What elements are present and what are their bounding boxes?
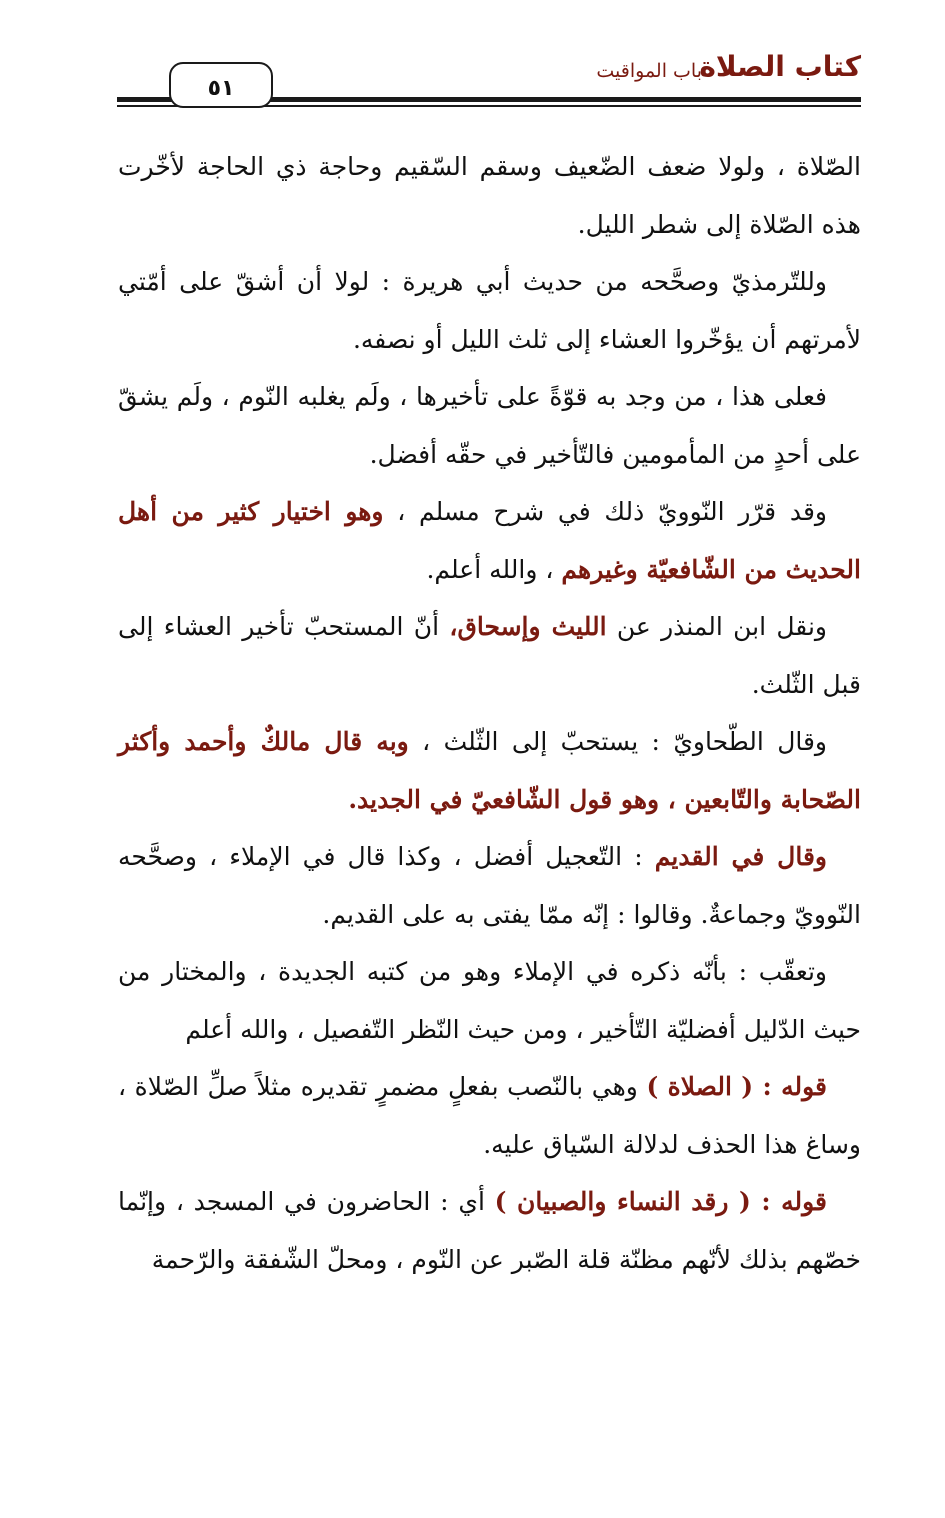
page-number: ٥١ [207, 76, 235, 101]
body-text-segment: وقد قرّر النّوويّ ذلك في شرح مسلم ، [383, 497, 827, 526]
body-text-segment: : التّعجيل أفضل ، وكذا قال في الإملاء ، وصحَّحه النّوويّ وجماعةٌ. وقالوا : إنّه ممّا يفتى به على القديم. [118, 842, 861, 929]
body-text-segment: ونقل ابن المنذر عن [606, 612, 827, 641]
highlighted-text: وهو اختيار كثير من أهل الحديث من الشّافعيّة وغيرهم [118, 497, 861, 584]
paragraph [118, 828, 861, 943]
chapter-title: باب المواقيت [596, 60, 702, 82]
paragraph [118, 1173, 861, 1288]
paragraph [118, 253, 861, 368]
paragraph [118, 483, 861, 598]
highlighted-text: قوله : ( الصلاة ) [646, 1072, 827, 1101]
highlighted-text: الليث وإسحاق، [449, 612, 607, 641]
body-text-segment: أي : الحاضرون في المسجد ، وإنّما خصّهم بذلك لأنّهم مظنّة قلة الصّبر عن النّوم ، ومحلّ الشّفقة والرّحمة [118, 1187, 861, 1274]
body-text-segment: وقال الطّحاويّ : يستحبّ إلى الثّلث ، [408, 727, 827, 756]
paragraph [118, 713, 861, 828]
highlighted-text: وبه قال مالكٌ وأحمد وأكثر الصّحابة والتّابعين ، وهو قول الشّافعيّ في الجديد. [118, 727, 861, 814]
body-text-segment: فعلى هذا ، من وجد به قوّةً على تأخيرها ، ولَم يغلبه النّوم ، ولَم يشقّ على أحدٍ من المأمومين فالتّأخير في حقّه أفضل. [118, 382, 861, 469]
paragraph [118, 368, 861, 483]
body-text-segment: وتعقّب : بأنّه ذكره في الإملاء وهو من كتبه الجديدة ، والمختار من حيث الدّليل أفضليّة التّأخير ، ومن حيث النّظر التّفصيل ، والله أعلم [118, 957, 861, 1044]
body-text-segment: ، والله أعلم. [426, 554, 562, 584]
highlighted-text: وقال في القديم [654, 842, 827, 871]
body-text-segment: أنّ المستحبّ تأخير العشاء إلى قبل الثّلث. [118, 612, 861, 699]
body-text [118, 138, 861, 1288]
paragraph [118, 598, 861, 713]
paragraph [118, 943, 861, 1058]
page-header [0, 0, 945, 120]
page-number-box [169, 62, 273, 108]
body-text-segment: وهي بالنّصب بفعلٍ مضمرٍ تقديره مثلاً صلِّ الصّلاة ، وساغ هذا الحذف لدلالة السّياق عليه. [118, 1072, 861, 1159]
book-title: كتاب الصلاة [699, 50, 861, 83]
body-text-segment: الصّلاة ، ولولا ضعف الضّعيف وسقم السّقيم وحاجة ذي الحاجة لأخّرت هذه الصّلاة إلى شطر الليل. [118, 152, 861, 239]
body-text-segment: وللتّرمذيّ وصحَّحه من حديث أبي هريرة : لولا أن أشقّ على أمّتي لأمرتهم أن يؤخّروا العشاء إلى ثلث الليل أو نصفه. [118, 267, 861, 354]
highlighted-text: قوله : ( رقد النساء والصبيان ) [494, 1187, 827, 1216]
paragraph [118, 138, 861, 253]
paragraph [118, 1058, 861, 1173]
